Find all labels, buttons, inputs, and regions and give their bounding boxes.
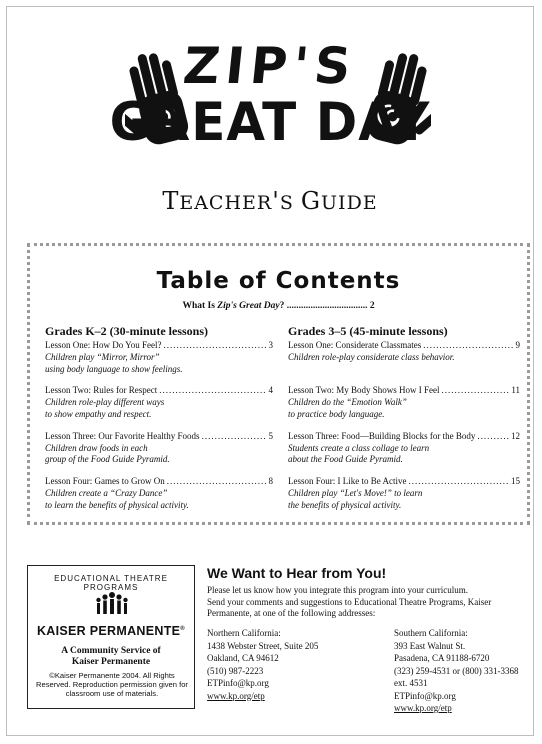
contact-body: Please let us know how you integrate this program into your curriculum. Send your comments and suggestions to Educational Theatre Programs, Kaiser Permanente, at one of the following addresses:: [207, 585, 492, 618]
kaiser-logo-icon: [92, 590, 132, 616]
kaiser-logo-box: [27, 565, 195, 709]
title-line-2: GREAT DAY: [109, 91, 431, 153]
subtitle: TEACHER'S GUIDE: [162, 187, 378, 215]
south-web-link[interactable]: www.kp.org/etp: [394, 703, 452, 713]
lesson-entry: Lesson Three: Food—Building Blocks for the Body ..... 12 Students create a class collage to learn about the Food Guide Pyramid.: [288, 431, 520, 466]
lesson-entry: Lesson Two: My Body Shows How I Feel ..... 11 Children do the “Emotion Walk” to practice body language.: [288, 385, 520, 420]
lesson-entry: Lesson One: How Do You Feel? ..... 3 Children play “Mirror, Mirror” using body language to show feelings.: [45, 340, 273, 375]
toc-intro: What Is Zip's Great Day? .................................. 2: [182, 301, 375, 311]
grades-k2-column: [45, 324, 273, 522]
logo-arc-text: EDUCATIONAL THEATRE PROGRAMS: [54, 574, 168, 592]
lesson-entry: Lesson Three: Our Favorite Healthy Foods ..... 5 Children draw foods in each group of the Food Guide Pyramid.: [45, 431, 273, 466]
north-web-link[interactable]: www.kp.org/etp: [207, 690, 265, 701]
northern-california-address: Northern California: 1438 Webster Street, Suite 205 Oakland, CA 94612 (510) 987-2223 ETPinfo@kp.org www.kp.org/etp: [207, 628, 319, 701]
community-service: A Community Service of Kaiser Permanente: [61, 646, 161, 667]
lesson-entry: Lesson Four: Games to Grow On ..... 8 Children create a “Crazy Dance” to learn the benefits of physical activity.: [45, 476, 273, 511]
lesson-entry: Lesson Two: Rules for Respect ..... 4 Children role-play different ways to show empathy and respect.: [45, 385, 273, 420]
lesson-entry: Lesson One: Considerate Classmates ..... 9 Children role-play considerate class behavior.: [288, 340, 520, 375]
south-email-link[interactable]: ETPinfo@kp.org: [394, 690, 456, 701]
kaiser-brand: KAISER PERMANENTE®: [36, 624, 186, 638]
toc-title: Table of Contents: [156, 268, 401, 294]
table-of-contents: [27, 243, 530, 525]
copyright-text: ©Kaiser Permanente 2004. All Rights Reserved. Reproduction permission given for classroom use of materials.: [36, 671, 188, 698]
grades-3-5-heading: Grades 3–5 (45-minute lessons): [288, 324, 448, 338]
document-page: [6, 6, 534, 736]
contact-heading: We Want to Hear from You!: [207, 565, 387, 581]
north-email-link[interactable]: ETPinfo@kp.org: [207, 678, 269, 688]
title-line-1: ZIP'S: [180, 37, 360, 95]
southern-california-address: Southern California: 393 East Walnut St. Pasadena, CA 91188-6720 (323) 259-4531 or (800) 331-3368 ext. 4531 ETPinfo@kp.org www.kp.org/etp: [394, 627, 533, 715]
grades-3-5-column: [288, 324, 520, 522]
lesson-entry: Lesson Four: I Like to Be Active ..... 15 Children play “Let's Move!” to learn the benefits of physical activity.: [288, 476, 520, 511]
grades-k2-heading: Grades K–2 (30-minute lessons): [45, 324, 208, 338]
